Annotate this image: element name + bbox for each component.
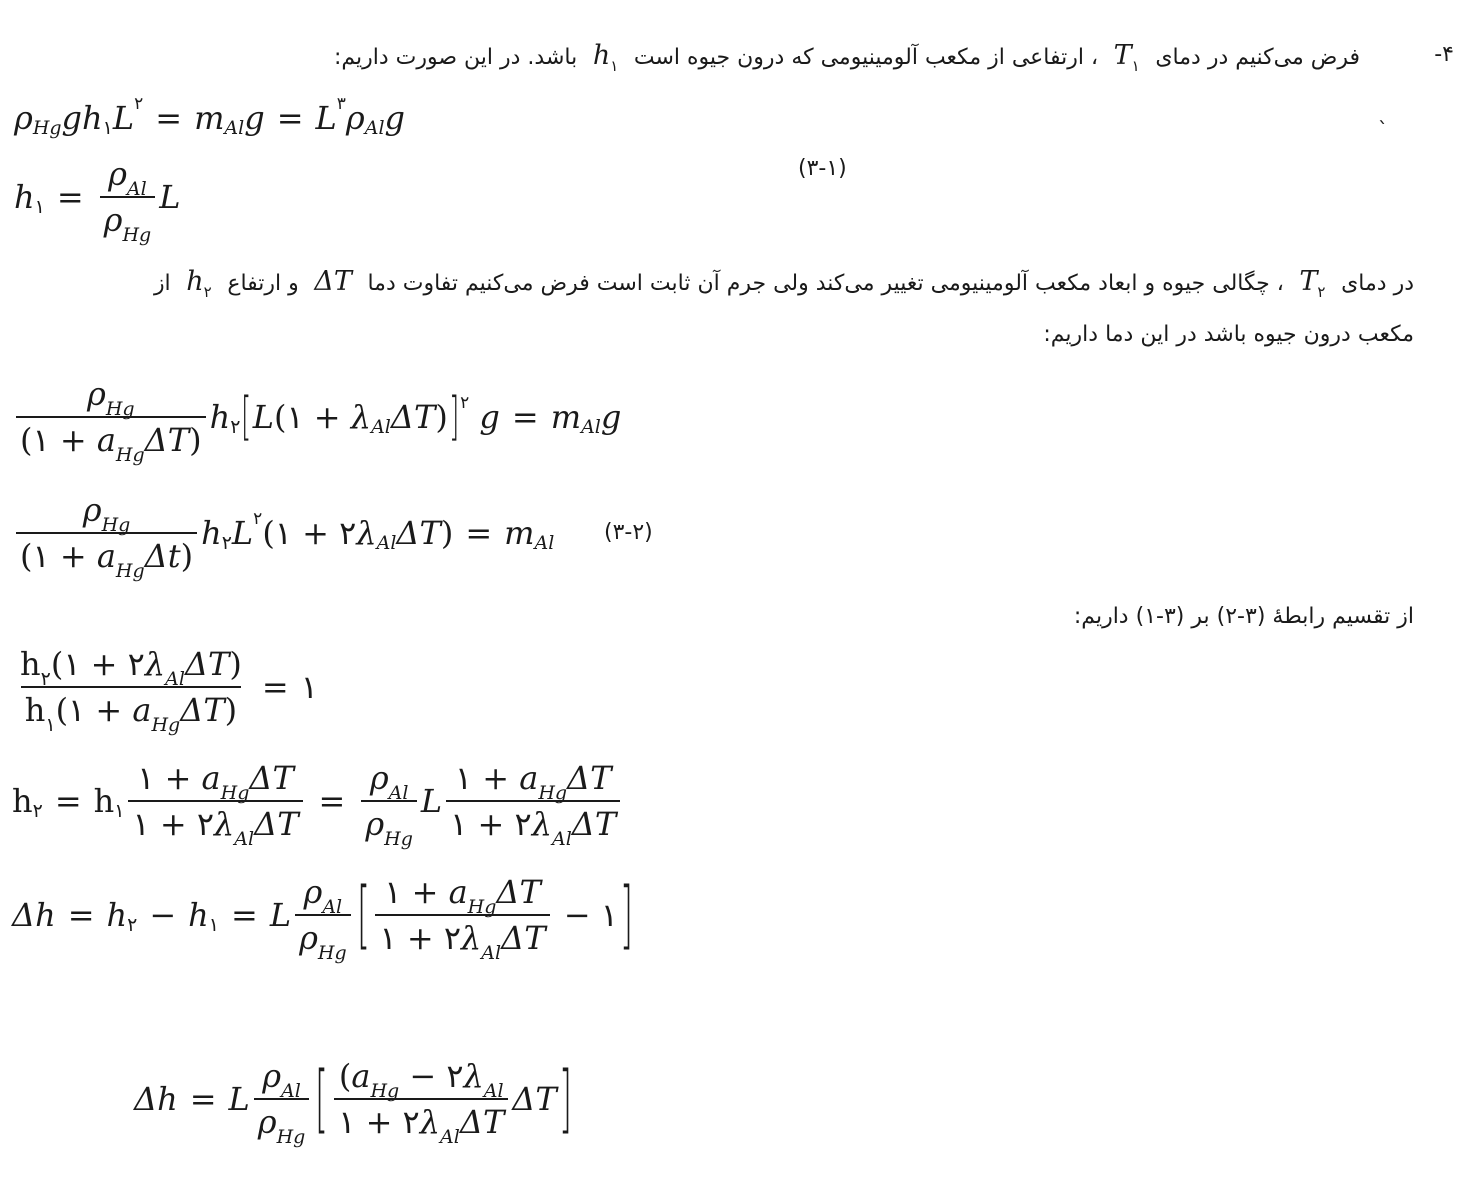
problem-number: ۴- xyxy=(1434,42,1454,67)
equation-label-2: (۳-۲) xyxy=(604,520,653,545)
symbol-T2: $T_۲$ xyxy=(1290,266,1326,301)
para2-text-d: از xyxy=(153,271,171,296)
stray-mark: ˎ xyxy=(1378,100,1388,124)
paragraph-temperature-change xyxy=(153,266,1414,301)
equation-h1: h ۱ = $\frac{\rho_{Al}}{\rho_{Hg}}$ L xyxy=(14,155,181,246)
equation-label-1: (۳-۱) xyxy=(798,156,847,181)
intro-text-a: فرض می‌کنیم در دمای xyxy=(1155,45,1360,70)
equation-ratio: $\frac{h_۲(۱ + ۲\lambda_{Al}\Delta T)}{h_۱(۱ + a_{Hg}\Delta T)}$ = ۱ xyxy=(20,645,318,736)
intro-text-c: باشد. در این صورت داریم: xyxy=(333,45,578,70)
symbol-h1: $h_۱$ xyxy=(584,40,619,75)
intro-text-b: ، ارتفاعی از مکعب آلومینیومی که درون جیوه است xyxy=(633,45,1099,70)
paragraph-line-2: مکعب درون جیوه باشد در این دما داریم: xyxy=(1043,322,1414,347)
equation-linearized: $\frac{\rho_{Hg}}{(۱ + a_{Hg}\Delta t)}$ h ۲ L ۲ (۱ + ۲ λ Al ΔT ) = m Al xyxy=(12,494,554,572)
para2-text-b: ، چگالی جیوه و ابعاد مکعب آلومینیومی تغییر می‌کند ولی جرم آن ثابت است فرض می‌کنیم تفاوت دما xyxy=(367,271,1284,296)
symbol-h2: $h_۲$ xyxy=(177,266,212,301)
symbol-delta-T: ΔT xyxy=(305,266,361,297)
equation-expanded-cube: $\frac{\rho_{Hg}}{(۱ + a_{Hg}\Delta T)}$ h ۲ [ L (۱ + λ Al ΔT ) ] ۲ g = m Al g xyxy=(12,378,621,456)
equation-buoyancy: ρ Hg gh ۱ L ۲ = m Al g = L ۳ ρ Al g xyxy=(14,93,406,139)
equation-delta-h: Δh = h ۲ − h ۱ = L $\frac{\rho_{Al}}{\rho_{Hg}}$ [ $\frac{۱ + a_{Hg}\Delta T}{۱ + ۲\lambda_{Al}\Delta T}$ − ۱ ] xyxy=(12,872,633,964)
symbol-T1: $T_۱$ xyxy=(1105,40,1140,75)
para2-text-a: در دمای xyxy=(1341,271,1414,296)
equation-h2: h ۲ = h ۱ $\frac{۱ + a_{Hg}\Delta T}{۱ + ۲\lambda_{Al}\Delta T}$ = $\frac{\rho_{Al}}{\rho_{Hg}}$ L $\frac{۱ + a_{Hg}\Delta T}{۱ + ۲\lambda_{Al}\Delta T}$ xyxy=(12,762,624,840)
equation-delta-h-final: Δh = L $\frac{\rho_{Al}}{\rho_{Hg}}$ [ $\frac{(a_{Hg} - ۲\lambda_{Al}}{۱ + ۲\lambda_{Al}\Delta T}$ ΔT ] xyxy=(134,1056,572,1148)
para2-text-c: و ارتفاع xyxy=(227,271,299,296)
paragraph-division: از تقسیم رابطهٔ (۳-۲) بر (۳-۱) داریم: xyxy=(1073,604,1414,629)
problem-statement xyxy=(333,40,1360,75)
